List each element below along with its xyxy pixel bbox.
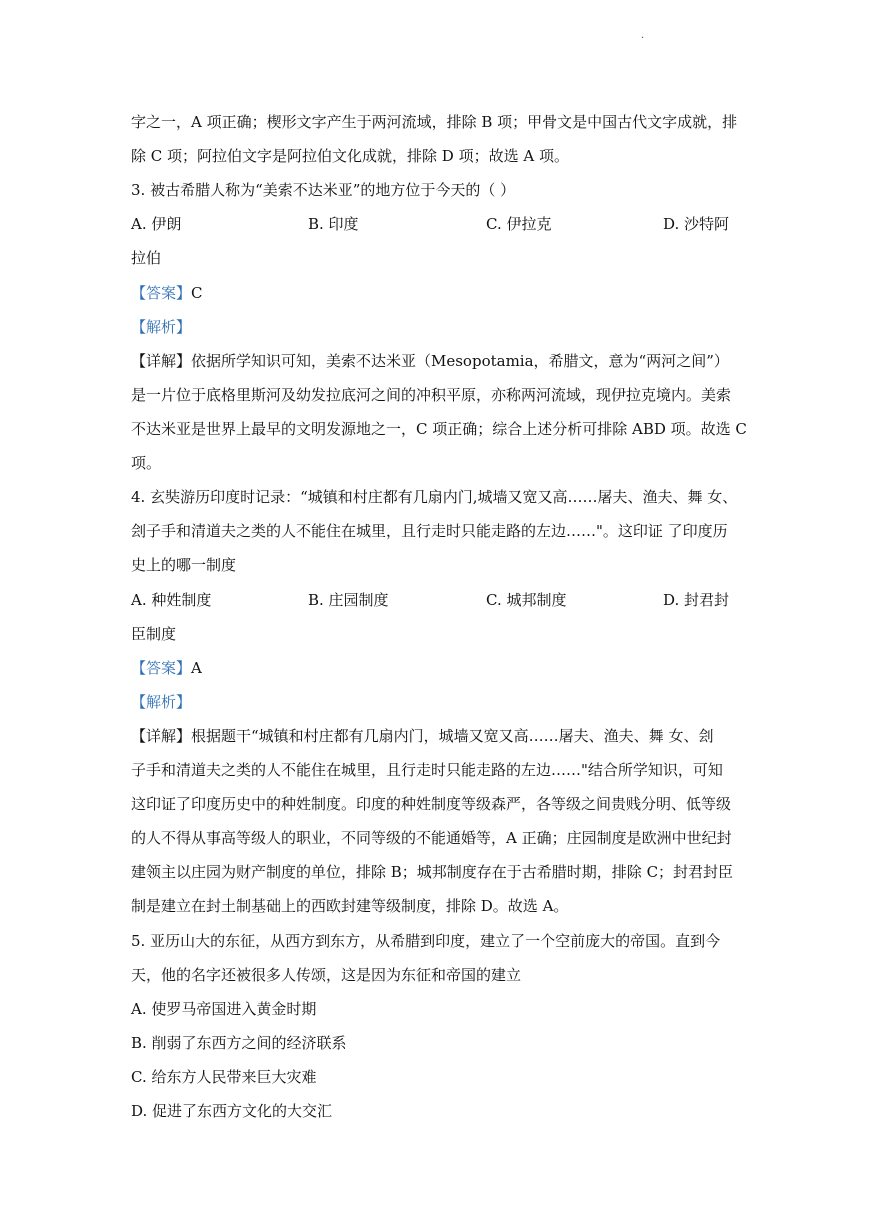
q3-detail-line: 项。	[131, 454, 162, 472]
q4-analysis-label: 【解析】	[131, 693, 192, 711]
question-5-stem: 5. 亚历山大的东征，从西方到东方，从希腊到印度，建立了一个空前庞大的帝国。直到今	[131, 932, 721, 950]
q4-option-wrap: 臣制度	[131, 625, 177, 643]
q3-analysis-label: 【解析】	[131, 318, 192, 336]
q3-option-c: C. 伊拉克	[486, 215, 552, 233]
q5-option-d: D. 促进了东西方文化的大交汇	[131, 1102, 333, 1120]
q3-option-d: D. 沙特阿	[663, 215, 730, 233]
q4-detail-line: 子手和清道夫之类的人不能住在城里，且行走时只能走路的左边……"结合所学知识，可知	[131, 761, 723, 779]
question-5-stem: 天，他的名字还被很多人传颂，这是因为东征和帝国的建立	[131, 966, 522, 984]
q3-detail-line: 不达米亚是世界上最早的文明发源地之一，C 项正确；综合上述分析可排除 ABD 项。故选 C	[131, 420, 747, 438]
answer-label: 【答案】	[131, 659, 192, 677]
q4-option-a: A. 种姓制度	[131, 591, 212, 609]
question-4-stem: 4. 玄奘游历印度时记录：“城镇和村庄都有几扇内门,城墙又宽又高……屠夫、渔夫、舞 女、	[131, 488, 738, 506]
q4-detail-line: 这印证了印度历史中的种姓制度。印度的种姓制度等级森严，各等级之间贵贱分明、低等级	[131, 795, 732, 813]
answer-value: C	[191, 284, 203, 302]
text-line: 除 C 项；阿拉伯文字是阿拉伯文化成就，排除 D 项；故选 A 项。	[131, 147, 569, 165]
q4-option-b: B. 庄园制度	[308, 591, 389, 609]
answer-value: A	[191, 659, 202, 677]
q5-option-c: C. 给东方人民带来巨大灾难	[131, 1068, 317, 1086]
q3-option-a: A. 伊朗	[131, 215, 182, 233]
text-line: 字之一，A 项正确；楔形文字产生于两河流域，排除 B 项；甲骨文是中国古代文字成就，排	[131, 113, 738, 131]
question-4-stem: 史上的哪一制度	[131, 556, 237, 574]
q4-option-c: C. 城邦制度	[486, 591, 567, 609]
answer-label: 【答案】	[131, 284, 192, 302]
q4-detail-line: 【详解】根据题干“城镇和村庄都有几扇内门，城墙又宽又高……屠夫、渔夫、舞 女、刽	[131, 727, 714, 745]
q4-detail-line: 的人不得从事高等级人的职业，不同等级的不能通婚等，A 正确；庄园制度是欧洲中世纪封	[131, 829, 732, 847]
q4-answer	[131, 658, 202, 678]
q5-option-a: A. 使罗马帝国进入黄金时期	[131, 1000, 317, 1018]
q5-option-b: B. 削弱了东西方之间的经济联系	[131, 1034, 347, 1052]
question-3-stem: 3. 被古希腊人称为“美索不达米亚”的地方位于今天的（ ）	[131, 181, 516, 199]
q3-detail-line: 是一片位于底格里斯河及幼发拉底河之间的冲积平原，亦称两河流域，现伊拉克境内。美索	[131, 386, 732, 404]
q4-detail-line: 建领主以庄园为财产制度的单位，排除 B；城邦制度存在于古希腊时期，排除 C；封君封臣	[131, 863, 734, 881]
question-4-stem: 刽子手和清道夫之类的人不能住在城里，且行走时只能走路的左边……"。这印证 了印度历	[131, 522, 728, 540]
q3-option-b: B. 印度	[308, 215, 359, 233]
q3-detail-line: 【详解】依据所学知识可知，美索不达米亚（Mesopotamia，希腊文，意为“两河之间”）	[131, 352, 729, 370]
q3-answer	[131, 283, 203, 303]
q4-option-d: D. 封君封	[663, 591, 730, 609]
q4-detail-line: 制是建立在封土制基础上的西欧封建等级制度，排除 D。故选 A。	[131, 897, 569, 915]
header-mark: .	[641, 30, 645, 41]
q3-option-wrap: 拉伯	[131, 249, 162, 267]
